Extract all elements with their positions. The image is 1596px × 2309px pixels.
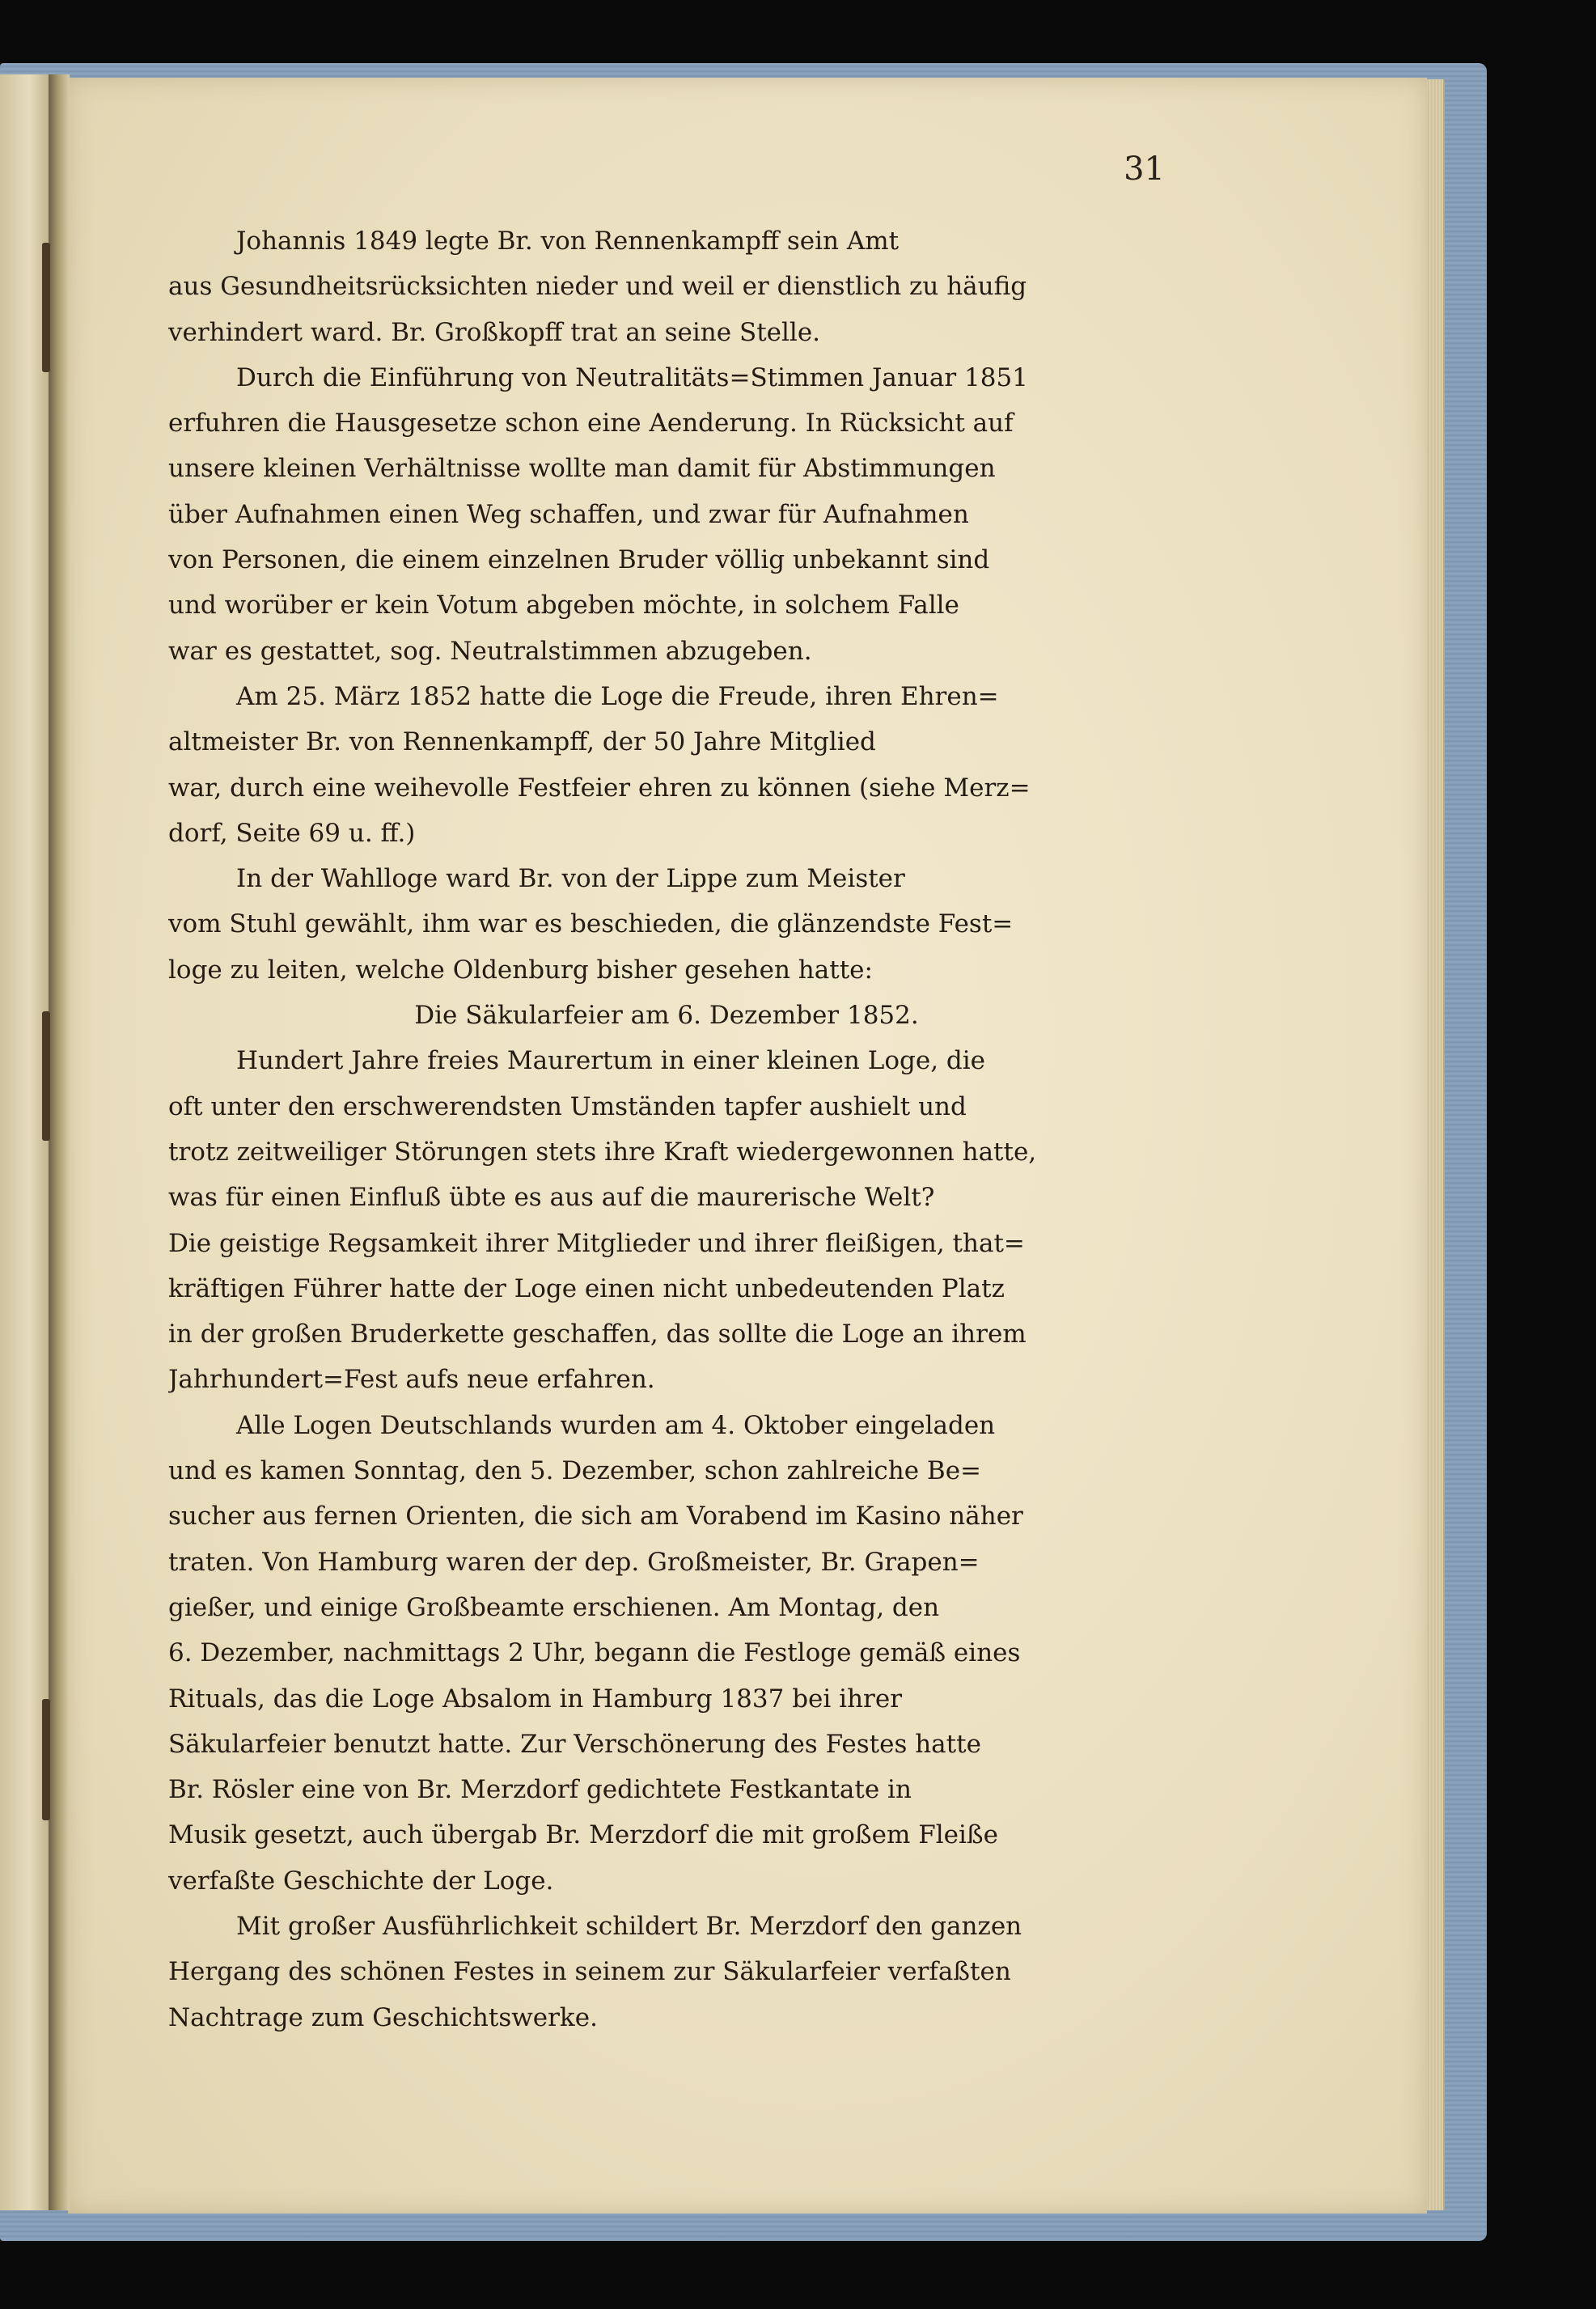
text-line: Durch die Einführung von Neutralitäts=Stimmen Januar 1851 [236, 362, 1028, 392]
text-line: unsere kleinen Verhältnisse wollte man damit für Abstimmungen [168, 454, 996, 484]
text-line: Musik gesetzt, auch übergab Br. Merzdorf die mit großem Fleiße [168, 1820, 998, 1850]
text-line: Säkularfeier benutzt hatte. Zur Verschönerung des Festes hatte [168, 1729, 981, 1759]
binding-thread [42, 1699, 50, 1820]
text-line: Rituals, das die Loge Absalom in Hamburg 1837 bei ihrer [168, 1684, 903, 1714]
text-line: aus Gesundheitsrücksichten nieder und weil er dienstlich zu häufig [168, 272, 1027, 302]
text-line: Die Säkularfeier am 6. Dezember 1852. [414, 1001, 919, 1031]
text-line: Mit großer Ausführlichkeit schildert Br. Merzdorf den ganzen [236, 1911, 1022, 1941]
text-line: dorf, Seite 69 u. ff.) [168, 818, 416, 848]
text-line: von Personen, die einem einzelnen Bruder völlig unbekannt sind [168, 545, 990, 575]
text-line: trotz zeitweiliger Störungen stets ihre Kraft wiedergewonnen hatte, [168, 1137, 1037, 1167]
text-line: gießer, und einige Großbeamte erschienen. Am Montag, den [168, 1592, 940, 1622]
text-line: Alle Logen Deutschlands wurden am 4. Oktober eingeladen [236, 1410, 996, 1440]
text-line: verfaßte Geschichte der Loge. [168, 1866, 554, 1896]
page-number: 31 [1124, 150, 1165, 188]
text-line: in der großen Bruderkette geschaffen, das sollte die Loge an ihrem [168, 1320, 1027, 1349]
text-line: über Aufnahmen einen Weg schaffen, und zwar für Aufnahmen [168, 499, 969, 529]
text-line: Hergang des schönen Festes in seinem zur Säkularfeier verfaßten [168, 1957, 1011, 1987]
text-line: und es kamen Sonntag, den 5. Dezember, schon zahlreiche Be= [168, 1456, 982, 1486]
text-line: kräftigen Führer hatte der Loge einen nicht unbedeutenden Platz [168, 1273, 1005, 1303]
previous-page-edge [0, 74, 53, 2210]
text-line: 6. Dezember, nachmittags 2 Uhr, begann die Festloge gemäß eines [168, 1638, 1021, 1668]
text-line: Br. Rösler eine von Br. Merzdorf gedichtete Festkantate in [168, 1775, 912, 1805]
text-line: altmeister Br. von Rennenkampff, der 50 Jahre Mitglied [168, 727, 876, 757]
text-line: und worüber er kein Votum abgeben möchte, in solchem Falle [168, 591, 959, 621]
text-line: Hundert Jahre freies Maurertum in einer kleinen Loge, die [236, 1046, 986, 1076]
text-line: Jahrhundert=Fest aufs neue erfahren. [168, 1365, 655, 1395]
text-line: sucher aus fernen Orienten, die sich am Vorabend im Kasino näher [168, 1502, 1023, 1532]
text-line: In der Wahlloge ward Br. von der Lippe zum Meister [236, 864, 905, 894]
text-line: Nachtrage zum Geschichtswerke. [168, 2002, 598, 2032]
text-line: erfuhren die Hausgesetze schon eine Aenderung. In Rücksicht auf [168, 409, 1014, 438]
text-line: war, durch eine weihevolle Festfeier ehren zu können (siehe Merz= [168, 773, 1031, 803]
text-line: traten. Von Hamburg waren der dep. Großmeister, Br. Grapen= [168, 1547, 980, 1577]
text-line: verhindert ward. Br. Großkopff trat an seine Stelle. [168, 317, 821, 347]
page-gutter [49, 74, 70, 2210]
text-line: Johannis 1849 legte Br. von Rennenkampff sein Amt [236, 227, 900, 256]
text-line: war es gestattet, sog. Neutralstimmen abzugeben. [168, 636, 812, 666]
text-line: loge zu leiten, welche Oldenburg bisher gesehen hatte: [168, 955, 873, 985]
text-line: Am 25. März 1852 hatte die Loge die Freude, ihren Ehren= [236, 681, 999, 711]
text-line: was für einen Einfluß übte es aus auf die maurerische Welt? [168, 1183, 935, 1213]
binding-thread [42, 243, 50, 372]
page-text [168, 218, 1165, 2040]
text-line: vom Stuhl gewählt, ihm war es beschieden, die glänzendste Fest= [168, 909, 1014, 939]
text-line: Die geistige Regsamkeit ihrer Mitglieder und ihrer fleißigen, that= [168, 1228, 1025, 1258]
binding-thread [42, 1011, 50, 1141]
text-line: oft unter den erschwerendsten Umständen tapfer aushielt und [168, 1091, 967, 1121]
